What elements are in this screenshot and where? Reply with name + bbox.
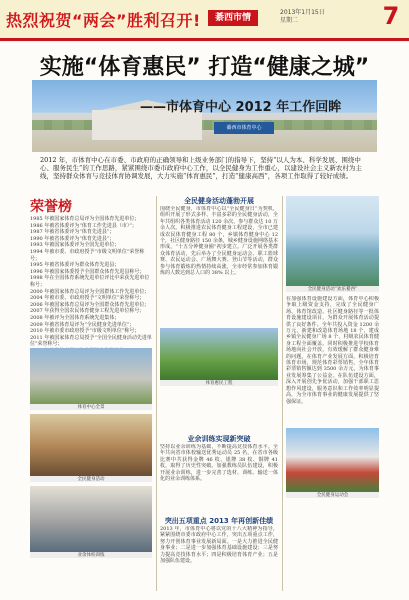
honor-item: 1996 年被国家体委授予全国群众体育先进县称号； xyxy=(30,268,145,275)
section-body-3: 2013 年，市体育中心将以党的十八大精神为指导，紧紧围绕市委市政府中心工作，突出五项重点工作，努力开创体育事业发展新局面。一是大力推进全民健身事业；二是进一步加强体育基础设施建设；三是努力提高竞技体育水平；四是积极培育体育产业；五是加强队伍建设。 xyxy=(160,526,278,565)
photo-middle-1 xyxy=(160,328,278,380)
honor-item: 2007 年获得全国农民体育健身工程先进单位称号； xyxy=(30,308,145,315)
honor-item: 2010 年被市委市政府授予“市级文明单位”称号； xyxy=(30,328,140,335)
column-rule-left xyxy=(156,196,157,591)
honor-item: 1985 年被国家体育总局评为全国体育先进单位； xyxy=(30,216,140,222)
honor-item: 2009 年被省体育局评为“全民健身先进单位”； xyxy=(30,321,135,328)
honor-item: 1995 年被省体委评为群众体育先进县； xyxy=(30,262,120,269)
right-column-body: 在加强体育设施建设方面，体育中心积极争取上级资金支持，完成了全民健身广场、体育馆改造、社区健身路径等一批体育设施建设项目，为群众开展体育活动提供了良好条件。全年共投入资金 1200 余万元，新建和改造体育场地 18 个，建成乡镇全民健身广场 8 个，村级农民体育健身工程全面覆盖。同时积极推进学校体育场地向社会开放，有效缓解了群众健身难的问题。在体育产业发展方面，积极培育体育市场，规范体育彩票销售，全年体育彩票销售额达到 3500 余万元，为体育事业发展筹集了公益金。在队伍建设方面，深入开展创先争优活动，加强干部职工思想作风建设，服务意识和工作效率明显提高，为全市体育事业的健康发展提供了坚强保证。 xyxy=(286,296,379,405)
honor-item: 2000 年被国家体育总局评为全国群体工作先进单位； xyxy=(30,288,150,295)
page-number: 7 xyxy=(382,2,400,30)
honor-item: 1993 年被国家体委评为全国先进单位； xyxy=(30,242,120,249)
caption-left-3: 业余体校训练 xyxy=(30,552,152,558)
photo-left-2 xyxy=(30,414,152,476)
photo-left-1 xyxy=(30,348,152,404)
section-body-2: 坚持以业余训练为基础，不断提高竞技体育水平。全年共向省市体校输送优秀运动员 25 名，在省市各级比赛中共获得金牌 46 枚、银牌 38 枚、铜牌 41 枚，取得了历史性突破。加强教练员队伍建设，积极开展业余训练，进一步完善了选材、训练、输送一体化的业余训练体系。 xyxy=(160,444,278,483)
issue-date-line2: 星期二 xyxy=(280,17,299,24)
column-rule-right xyxy=(282,196,283,591)
masthead-rule xyxy=(0,38,409,41)
caption-left-1: 体育中心全景 xyxy=(30,404,152,410)
issue-date xyxy=(280,9,325,25)
honor-item: 1990 年被省体委评为“体育先进县”； xyxy=(30,235,115,242)
right-column-body-2 xyxy=(286,502,379,592)
caption-middle-1: 体育惠民工程 xyxy=(160,380,278,386)
section-heading-3: 突出五项重点 2013 年再创新佳绩 xyxy=(164,517,274,525)
caption-right-1: 全民健身活动“欢乐綦西” xyxy=(286,286,379,292)
honors-title: 荣誉榜 xyxy=(30,199,72,215)
hero-sign: 綦西市体育中心 xyxy=(214,122,274,134)
hero-trees xyxy=(32,120,377,130)
honor-item: 2006 年被国家体育总局评为全国群众体育先进单位； xyxy=(30,301,150,308)
honor-item: 2011 年被国家体育总局授予“全国全民健身活动先进单位”荣誉称号； xyxy=(30,334,152,348)
hero-photo xyxy=(32,80,377,152)
photo-left-3 xyxy=(30,486,152,552)
section-name: 綦西市情 xyxy=(208,10,258,26)
photo-right-2 xyxy=(286,428,379,492)
caption-right-2: 全民健身运动会 xyxy=(286,492,379,498)
subheadline: ——市体育中心 2012 年工作回眸 xyxy=(140,100,342,115)
honor-item: 1986 年被省体委评为“体育工作先进县（市）”； xyxy=(30,222,137,229)
intro-paragraph: 2012 年，市体育中心在市委、市政府的正确领导和上级业务部门的指导下，坚持“以人为本、科学发展、围绕中心、服务民生”的工作思路，紧紧围绕市委市政府中心工作，以全民健身为工作重心，以建设社会主义新农村为主线，坚持群众体育与竞技体育协调发展，大力实施“体育惠民”，打造“健康高西”，各项工作取得了较好成绩。 xyxy=(40,156,362,180)
honor-item: 2008 年被评为全国体育系统先进集体； xyxy=(30,314,120,321)
section-heading-1: 全民健身活动蓬勃开展 xyxy=(184,197,254,205)
photo-right-1 xyxy=(286,196,379,286)
headline: 实施“体育惠民” 打造“健康之城” xyxy=(39,55,370,80)
honor-item: 2004 年被市委、市政府授予“文明单位”荣誉称号； xyxy=(30,295,145,302)
issue-date-line1: 2013年1月15日 xyxy=(280,9,325,16)
honor-item: 1994 年被市委、市政府授予“市级文明单位”荣誉称号； xyxy=(30,248,145,262)
honor-item: 1987 年被省体委评为“体育先进县”； xyxy=(30,229,115,236)
section-body-1: 围绕全民健身，市体育中心以“全民健身日”为契机，组织开展了形式多样、丰富多彩的全民健身活动，全年共组织各类体育活动 120 余次，参与群众达 10 万余人次。积极推进农民体育健身工程建设，全市已建成农民体育健身工程 80 个，乡镇体育健身中心 12 个，社区健身路径 150 余条，城乡健身设施网络基本形成，“十五分钟健身圈”初步建立。广泛开展各类群众体育活动，先后举办了全民健身运动会、职工篮球赛、农民运动会、广场舞大赛、登山节等活动，群众参与体育锻炼的热情持续高涨，全市经常参加体育锻炼的人数达到总人口的 38% 以上。 xyxy=(160,206,278,277)
masthead-title: 热烈祝贺“两会”胜利召开! xyxy=(6,11,201,30)
caption-left-2: 全民健身活动 xyxy=(30,476,152,482)
honor-item: 1998 年在全国体育系统先进单位评比中荣获先进单位称号； xyxy=(30,275,150,288)
section-heading-2: 业余训练实现新突破 xyxy=(187,435,251,443)
